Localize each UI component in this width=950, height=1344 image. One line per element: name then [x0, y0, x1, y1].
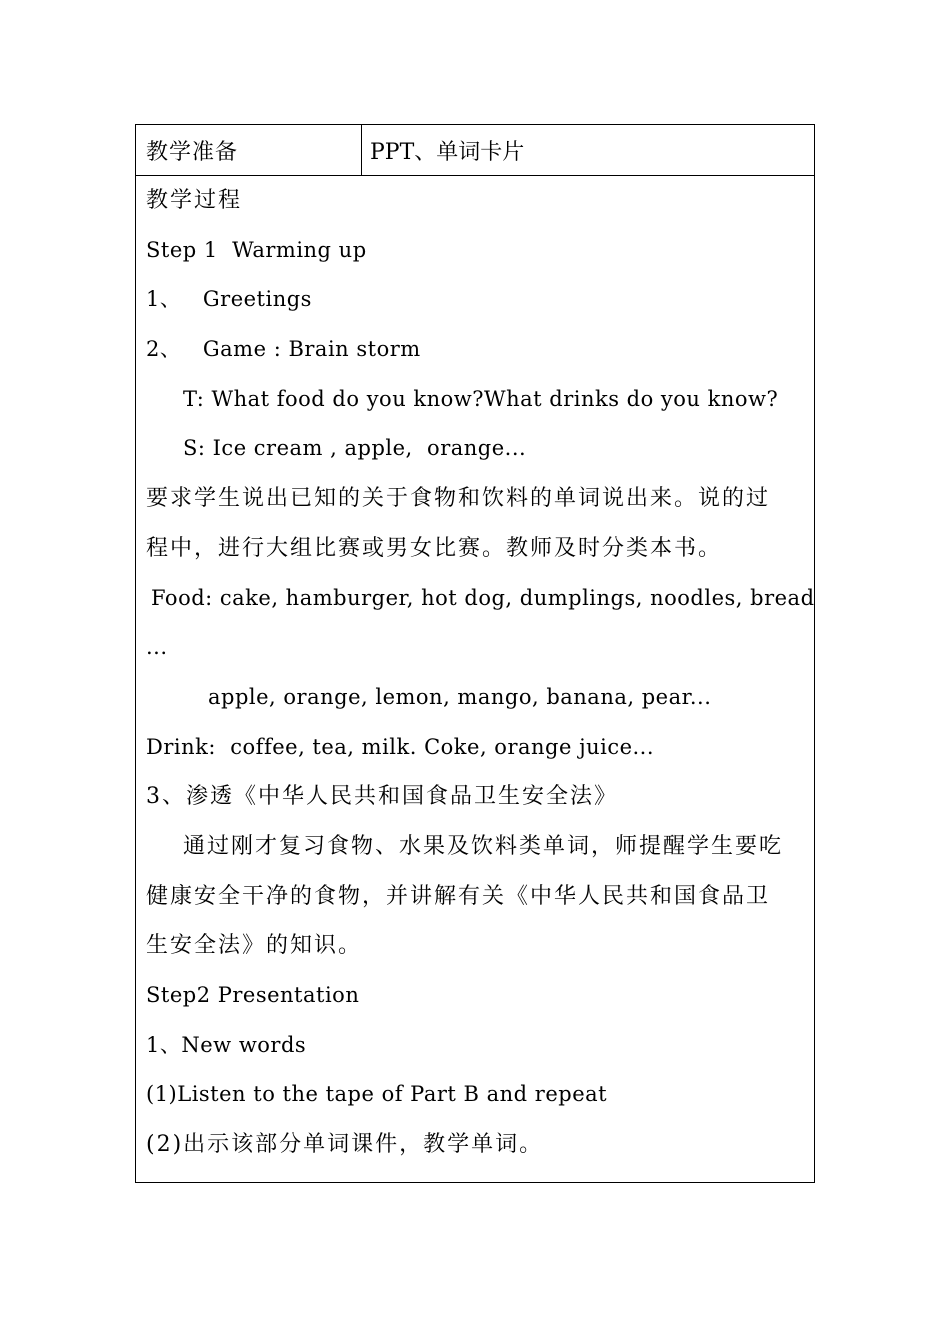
law-paragraph-line-1: 通过刚才复习食物、水果及饮料类单词，师提醒学生要吃	[183, 833, 784, 859]
lesson-plan-table	[135, 124, 815, 1183]
step1-heading: Step 1 Warming up	[146, 237, 367, 262]
preparation-label: 教学准备	[136, 125, 362, 175]
instruction-line-1: 要求学生说出已知的关于食物和饮料的单词说出来。说的过	[146, 486, 771, 512]
instruction-line-2: 程中，进行大组比赛或男女比赛。教师及时分类本书。	[146, 535, 723, 561]
food-safety-law-item: 3、渗透《中华人民共和国食品卫生安全法》	[146, 784, 618, 810]
new-words-item: 1、New words	[146, 1032, 307, 1057]
preparation-value: PPT、单词卡片	[370, 139, 525, 165]
food-list-continued: ...	[146, 635, 168, 660]
step2-heading: Step2 Presentation	[146, 983, 360, 1007]
brainstorm-item: 2、 Game : Brain storm	[146, 337, 421, 362]
teaching-process-cell	[136, 176, 814, 1182]
teacher-question: T: What food do you know?What drinks do you know?	[183, 386, 779, 411]
law-paragraph-line-3: 生安全法》的知识。	[146, 933, 363, 959]
teaching-preparation-row	[136, 125, 814, 176]
law-paragraph-line-2: 健康安全干净的食物，并讲解有关《中华人民共和国食品卫	[146, 883, 771, 909]
food-list: Food: cake, hamburger, hot dog, dumplings, noodles, bread	[151, 585, 815, 610]
process-heading: 教学过程	[146, 188, 243, 213]
student-answer: S: Ice cream , apple, orange...	[183, 436, 527, 461]
fruit-list: apple, orange, lemon, mango, banana, pear...	[208, 684, 712, 709]
listen-item: (1)Listen to the tape of Part B and repeat	[146, 1082, 608, 1107]
show-courseware-item: (2)出示该部分单词课件，教学单词。	[146, 1132, 544, 1158]
greetings-item: 1、 Greetings	[146, 287, 312, 312]
drink-list: Drink: coffee, tea, milk. Coke, orange juice...	[146, 734, 655, 759]
